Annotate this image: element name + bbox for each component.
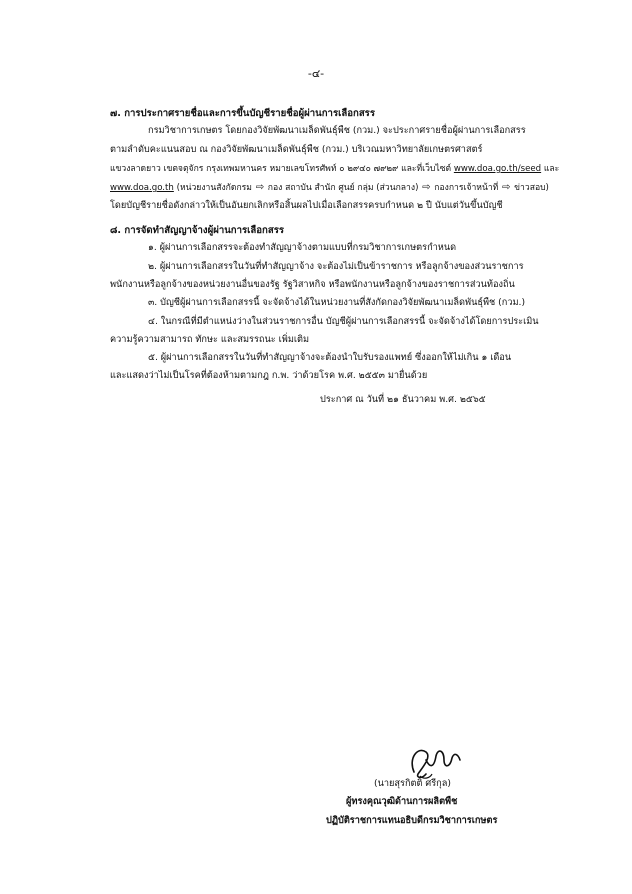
section-8-item-5-line-1: ๕. ผู้ผ่านการเลือกสรรในวันที่ทำสัญญาจ้างจะต้องนำใบรับรองแพทย์ ซึ่งออกให้ไม่เกิน ๑ เดือน xyxy=(148,352,512,363)
right-arrow-icon: ⇨ xyxy=(502,182,511,193)
doa-website-link[interactable]: www.doa.go.th xyxy=(110,183,174,193)
section-7-line-1: กรมวิชาการเกษตร โดยกองวิจัยพัฒนาเมล็ดพันธุ์พืช (กวม.) จะประกาศรายชื่อผู้ผ่านการเลือกสรร xyxy=(148,125,526,136)
and-text: และ xyxy=(541,164,560,174)
signatory-name: (นายสุรกิตติ ศรีกุล) xyxy=(374,778,451,789)
section-8-item-1: ๑. ผู้ผ่านการเลือกสรรจะต้องทำสัญญาจ้างตามแบบที่กรมวิชาการเกษตรกำหนด xyxy=(148,242,457,253)
section-7-line-4 xyxy=(110,182,549,194)
section-8-item-2-line-2: พนักงานหรือลูกจ้างของหน่วยงานอื่นของรัฐ รัฐวิสาหกิจ หรือพนักงานหรือลูกจ้างของราชการส่วนท้องถิ่น xyxy=(110,279,515,290)
section-8-item-3: ๓. บัญชีผู้ผ่านการเลือกสรรนี้ จะจัดจ้างได้ในหน่วยงานที่สังกัดกองวิจัยพัฒนาเมล็ดพันธุ์พืช (กวม.) xyxy=(148,297,526,308)
nav-step-4: ข่าวสอบ) xyxy=(511,183,549,193)
section-8-item-4-line-2: ความรู้ความสามารถ ทักษะ และสมรรถนะ เพิ่มเติม xyxy=(110,334,310,345)
section-8-heading: ๘. การจัดทำสัญญาจ้างผู้ผ่านการเลือกสรร xyxy=(110,225,285,236)
nav-step-3: กองการเจ้าหน้าที่ xyxy=(431,183,502,193)
section-8-item-2-line-1: ๒. ผู้ผ่านการเลือกสรรในวันที่ทำสัญญาจ้าง จะต้องไม่เป็นข้าราชการ หรือลูกจ้างของส่วนราชการ xyxy=(148,261,524,272)
right-arrow-icon: ⇨ xyxy=(422,182,431,193)
section-7-line-2: ตามลำดับคะแนนสอบ ณ กองวิจัยพัฒนาเมล็ดพันธุ์พืช (กวม.) บริเวณมหาวิทยาลัยเกษตรศาสตร์ xyxy=(110,144,483,155)
page-number: -๔- xyxy=(307,67,325,80)
section-7-line-3 xyxy=(110,163,559,175)
announcement-date: ประกาศ ณ วันที่ ๒๑ ธันวาคม พ.ศ. ๒๕๖๕ xyxy=(320,394,486,405)
section-7-heading: ๗. การประกาศรายชื่อและการขึ้นบัญชีรายชื่อผู้ผ่านการเลือกสรร xyxy=(110,108,375,119)
nav-step-1: (หน่วยงานสังกัดกรม xyxy=(173,183,255,193)
seed-website-link[interactable]: www.doa.go.th/seed xyxy=(453,164,542,174)
nav-step-2: กอง สถาบัน สำนัก ศูนย์ กลุ่ม (ส่วนกลาง) xyxy=(265,183,422,193)
section-8-item-4-line-1: ๔. ในกรณีที่มีตำแหน่งว่างในส่วนราชการอื่น บัญชีผู้ผ่านการเลือกสรรนี้ จะจัดจ้างได้โดยการประเมิน xyxy=(148,316,539,327)
handwritten-signature xyxy=(400,738,470,780)
contact-text: แขวงลาดยาว เขตจตุจักร กรุงเทพมหานคร หมายเลขโทรศัพท์ ๐ ๒๙๔๐ ๗๙๒๙ และที่เว็บไซต์ xyxy=(110,164,454,174)
signatory-position-2: ปฏิบัติราชการแทนอธิบดีกรมวิชาการเกษตร xyxy=(326,815,498,826)
section-8-item-5-line-2: และแสดงว่าไม่เป็นโรคที่ต้องห้ามตามกฎ ก.พ. ว่าด้วยโรค พ.ศ. ๒๕๕๓ มายื่นด้วย xyxy=(110,370,428,381)
signatory-position-1: ผู้ทรงคุณวุฒิด้านการผลิตพืช xyxy=(346,796,458,807)
section-7-line-5: โดยบัญชีรายชื่อดังกล่าวให้เป็นอันยกเลิกหรือสิ้นผลไปเมื่อเลือกสรรครบกำหนด ๒ ปี นับแต่วันขึ้นบัญชี xyxy=(110,200,503,211)
right-arrow-icon: ⇨ xyxy=(255,182,265,193)
